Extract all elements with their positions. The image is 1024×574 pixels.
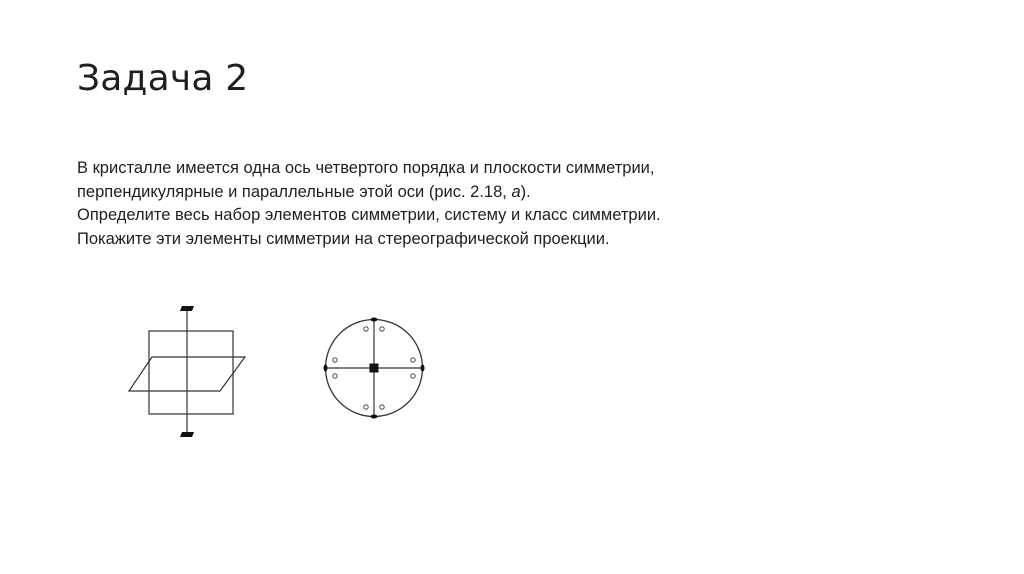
task-line-3: Определите весь набор элементов симметрии, систему и класс симметрии.	[77, 206, 661, 224]
twofold-axis-left-icon	[324, 365, 328, 372]
task-text	[77, 157, 797, 251]
task-line-2	[77, 181, 797, 205]
pole-marker	[380, 405, 384, 409]
figure-letter: а	[511, 182, 521, 201]
twofold-axis-right-icon	[421, 365, 425, 372]
fourfold-axis-top-icon	[180, 306, 194, 311]
pole-marker	[411, 358, 415, 362]
fourfold-axis-bottom-icon	[180, 432, 194, 437]
stereographic-projection-figure	[318, 312, 432, 424]
pole-marker	[333, 358, 337, 362]
crystal-planes-figure	[120, 300, 255, 445]
pole-marker	[411, 374, 415, 378]
slide-title: Задача 2	[77, 58, 249, 99]
pole-marker	[333, 374, 337, 378]
pole-marker	[380, 327, 384, 331]
twofold-axis-bottom-icon	[371, 415, 378, 419]
twofold-axis-top-icon	[371, 318, 378, 322]
pole-marker	[364, 327, 368, 331]
task-line-2-start: перпендикулярные и параллельные этой оси (рис. 2.18,	[77, 182, 512, 201]
pole-marker	[364, 405, 368, 409]
vertical-symmetry-plane	[149, 331, 233, 414]
fourfold-axis-square-icon	[370, 364, 379, 373]
task-line-2-end: ).	[520, 182, 531, 201]
task-line-1: В кристалле имеется одна ось четвертого порядка и плоскости симметрии,	[77, 159, 655, 177]
task-line-4: Покажите эти элементы симметрии на стереографической проекции.	[77, 229, 610, 248]
